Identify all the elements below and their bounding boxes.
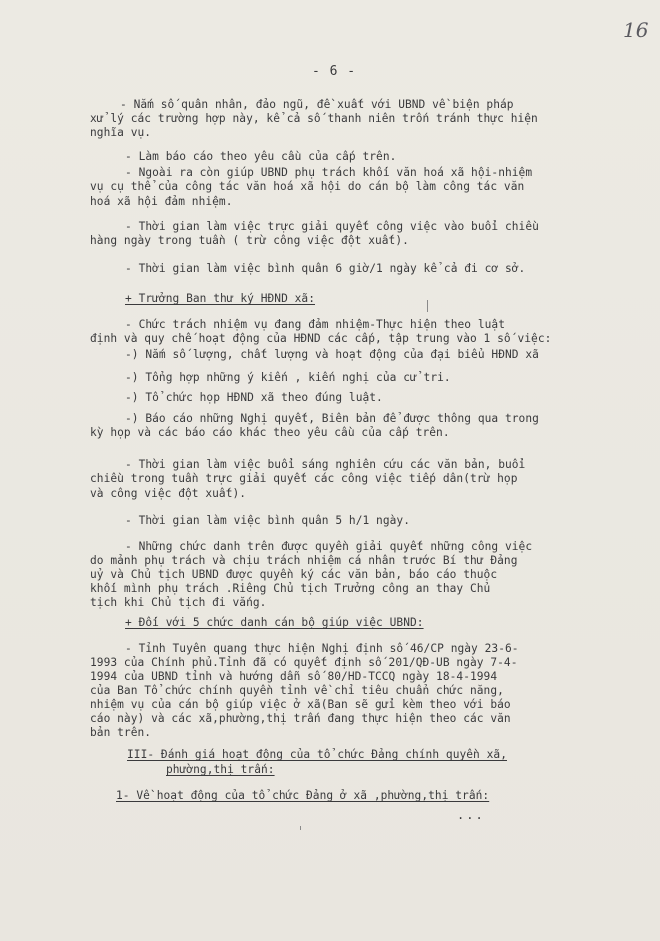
text-line: định và quy chế hoạt động của HĐND các cấp, tập trung vào 1 số việc: [90, 332, 552, 345]
text-line: cáo này) và các xã,phường,thị trấn đang thực hiện theo các văn [90, 712, 511, 725]
text-line: vụ cụ thể của công tác văn hoá xã hội do cán bộ làm công tác văn [90, 180, 525, 193]
text-line: -) Tổng hợp những ý kiến , kiến nghị của cử tri. [125, 371, 451, 384]
section-heading: + Trưởng Ban thư ký HĐND xã: [125, 292, 315, 305]
text-line: hoá xã hội đảm nhiệm. [90, 195, 233, 208]
text-line: nhiệm vụ của cán bộ giúp việc ở xã(Ban sẽ gửi kèm theo với báo [90, 698, 511, 711]
text-line: do mảnh phụ trách và chịu trách nhiệm cá nhân trước Bí thư Đảng [90, 554, 518, 567]
page-corner-mark: 16 [623, 18, 649, 42]
text-line: - Thời gian làm việc buổi sáng nghiên cứu các văn bản, buổi [125, 458, 526, 471]
text-line: - Làm báo cáo theo yêu cầu của cấp trên. [125, 150, 397, 163]
text-line: - Chức trách nhiệm vụ đang đảm nhiệm-Thực hiện theo luật [125, 318, 505, 331]
text-line: nghĩa vụ. [90, 126, 152, 139]
text-line: hàng ngày trong tuần ( trừ công việc đột xuất). [90, 234, 409, 247]
text-line: chiều trong tuần trực giải quyết các công việc tiếp dân(trừ họp [90, 472, 518, 485]
section-heading: + Đối với 5 chức danh cán bộ giúp việc UBND: [125, 616, 424, 629]
section-heading: phường,thị trấn: [166, 763, 275, 776]
text-line: - Thời gian làm việc bình quân 6 giờ/1 ngày kể cả đi cơ sở. [125, 262, 526, 275]
ellipsis-mark: ... [457, 808, 485, 822]
page-number: - 6 - [312, 64, 357, 79]
text-line: của Ban Tổ chức chính quyền tỉnh về chỉ tiêu chuẩn chức năng, [90, 684, 504, 697]
text-line: - Những chức danh trên được quyền giải quyết những công việc [125, 540, 533, 553]
text-line: bản trên. [90, 726, 152, 739]
pen-mark [300, 826, 301, 830]
text-line: 1994 của UBND tỉnh và hướng dẫn số 80/HD-TCCQ ngày 18-4-1994 [90, 670, 498, 683]
text-line: -) Nắm số lượng, chất lượng và hoạt động của đại biểu HĐND xã [125, 348, 539, 361]
text-line: -) Tổ chức họp HĐND xã theo đúng luật. [125, 391, 383, 404]
text-line: - Tỉnh Tuyên quang thực hiện Nghị định số 46/CP ngày 23-6- [125, 642, 519, 655]
pen-mark [427, 300, 428, 312]
text-line: uỷ và Chủ tịch UBND được quyền ký các văn bản, báo cáo thuộc [90, 568, 498, 581]
text-line: - Thời gian làm việc trực giải quyết công việc vào buổi chiều [125, 220, 539, 233]
text-line: kỳ họp và các báo cáo khác theo yêu cầu của cấp trên. [90, 426, 450, 439]
text-line: xử lý các trường hợp này, kể cả số thanh niên trốn tránh thực hiện [90, 112, 538, 125]
section-heading: III- Đánh giá hoạt động của tổ chức Đảng chính quyền xã, [127, 748, 507, 761]
subsection-heading: 1- Về hoạt động của tổ chức Đảng ở xã ,phường,thị trấn: [116, 789, 490, 802]
text-line: - Nắm số quân nhân, đảo ngũ, đề xuất với UBND về biện pháp [120, 98, 514, 111]
text-line: - Ngoài ra còn giúp UBND phụ trách khối văn hoá xã hội-nhiệm [125, 166, 533, 179]
text-line: -) Báo cáo những Nghị quyết, Biên bản để được thông qua trong [125, 412, 539, 425]
text-line: tịch khi Chủ tịch đi vắng. [90, 596, 267, 609]
text-line: và công việc đột xuất). [90, 487, 247, 500]
text-line: 1993 của Chính phủ.Tỉnh đã có quyết định số 201/QĐ-UB ngày 7-4- [90, 656, 518, 669]
text-line: - Thời gian làm việc bình quân 5 h/1 ngày. [125, 514, 410, 527]
text-line: khối mình phụ trách .Riêng Chủ tịch Trưởng công an thay Chủ [90, 582, 491, 595]
